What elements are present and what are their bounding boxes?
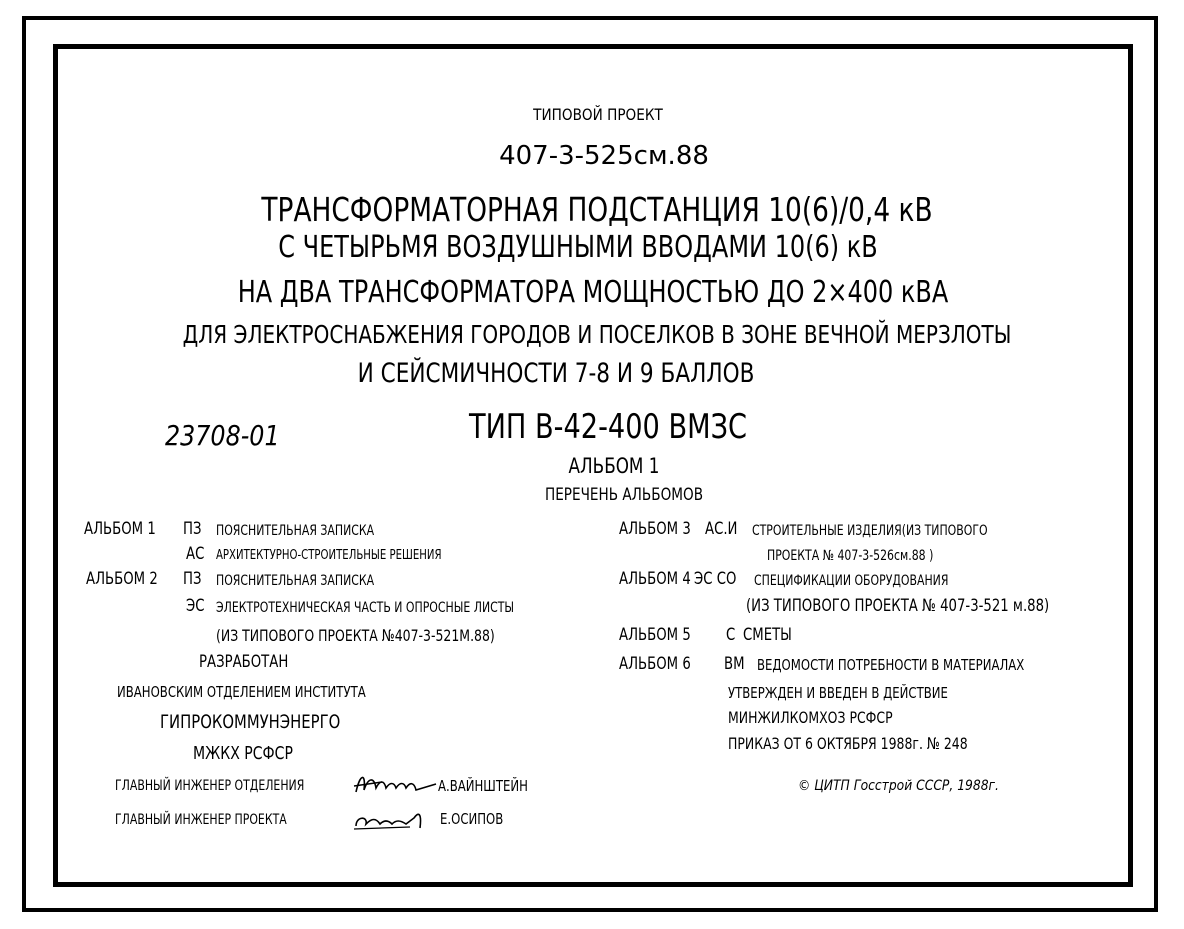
list-item-album: АЛЬБОМ 2 xyxy=(86,569,158,589)
signature-role-1: ГЛАВНЫЙ ИНЖЕНЕР ОТДЕЛЕНИЯ xyxy=(115,778,305,794)
albums-list-title: ПЕРЕЧЕНЬ АЛЬБОМОВ xyxy=(544,485,704,505)
type-line: ТИП В-42-400 ВМЗС xyxy=(468,407,748,447)
title-line-4: ДЛЯ ЭЛЕКТРОСНАБЖЕНИЯ ГОРОДОВ И ПОСЕЛКОВ В ЗОНЕ ВЕЧНОЙ МЕРЗЛОТЫ xyxy=(182,320,1012,349)
developer-line-1: ИВАНОВСКИМ ОТДЕЛЕНИЕМ ИНСТИТУТА xyxy=(117,683,366,701)
list-item-desc: СТРОИТЕЛЬНЫЕ ИЗДЕЛИЯ(ИЗ ТИПОВОГО xyxy=(752,523,988,539)
list-item-code: ЭС xyxy=(186,596,205,616)
list-item-desc: ВЕДОМОСТИ ПОТРЕБНОСТИ В МАТЕРИАЛАХ xyxy=(757,656,1025,674)
list-item-desc: СПЕЦИФИКАЦИИ ОБОРУДОВАНИЯ xyxy=(754,573,949,589)
list-item-album: АЛЬБОМ 4 xyxy=(619,569,691,589)
list-item-desc: АРХИТЕКТУРНО-СТРОИТЕЛЬНЫЕ РЕШЕНИЯ xyxy=(216,548,442,563)
list-item-code: ЭС СО xyxy=(694,569,737,589)
list-item-desc: ЭЛЕКТРОТЕХНИЧЕСКАЯ ЧАСТЬ И ОПРОСНЫЕ ЛИСТЫ xyxy=(216,600,515,616)
title-line-2: С ЧЕТЫРЬМЯ ВОЗДУШНЫМИ ВВОДАМИ 10(6) кВ xyxy=(278,230,878,265)
developer-label: РАЗРАБОТАН xyxy=(199,652,289,672)
list-item-album: АЛЬБОМ 3 xyxy=(619,519,691,539)
signature-2-image xyxy=(352,808,442,834)
title-line-3: НА ДВА ТРАНСФОРМАТОРА МОЩНОСТЬЮ ДО 2×400 кВА xyxy=(237,275,949,310)
list-item-desc: СМЕТЫ xyxy=(743,625,792,645)
signature-1-image xyxy=(352,768,437,800)
list-item-album: АЛЬБОМ 6 xyxy=(619,654,691,674)
project-number: 407-3-525см.88 xyxy=(499,141,709,171)
list-item-code: ПЗ xyxy=(183,519,202,539)
project-type: ТИПОВОЙ ПРОЕКТ xyxy=(533,105,663,124)
approval-line-1: УТВЕРЖДЕН И ВВЕДЕН В ДЕЙСТВИЕ xyxy=(728,684,948,702)
handwritten-code: 23708-01 xyxy=(165,419,280,452)
developer-line-2: ГИПРОКОММУНЭНЕРГО xyxy=(160,711,341,733)
approval-line-2: МИНЖИЛКОМХОЗ РСФСР xyxy=(728,708,893,727)
list-item-desc: ПРОЕКТА № 407-3-526см.88 ) xyxy=(767,548,934,564)
copyright-stamp: © ЦИТП Госстрой СССР, 1988г. xyxy=(798,778,999,794)
developer-line-3: МЖКХ РСФСР xyxy=(193,743,293,764)
list-item-code: ПЗ xyxy=(183,569,202,589)
list-item-code: С xyxy=(726,625,736,645)
list-item-album: АЛЬБОМ 5 xyxy=(619,625,691,645)
list-item-album: АЛЬБОМ 1 xyxy=(84,519,156,539)
title-line-5: И СЕЙСМИЧНОСТИ 7-8 И 9 БАЛЛОВ xyxy=(357,358,755,389)
list-item-code: АС xyxy=(186,544,205,564)
list-item-desc: ПОЯСНИТЕЛЬНАЯ ЗАПИСКА xyxy=(216,523,375,539)
signature-name-1: А.ВАЙНШТЕЙН xyxy=(438,777,528,795)
list-item-desc: (ИЗ ТИПОВОГО ПРОЕКТА №407-3-521М.88) xyxy=(216,626,495,645)
list-item-desc: (ИЗ ТИПОВОГО ПРОЕКТА № 407-3-521 м.88) xyxy=(746,596,1050,616)
list-item-code: АС.И xyxy=(705,519,738,539)
list-item-desc: ПОЯСНИТЕЛЬНАЯ ЗАПИСКА xyxy=(216,573,375,589)
album-label: АЛЬБОМ 1 xyxy=(568,454,660,478)
signature-name-2: Е.ОСИПОВ xyxy=(440,810,504,828)
signature-role-2: ГЛАВНЫЙ ИНЖЕНЕР ПРОЕКТА xyxy=(115,812,287,828)
title-line-1: ТРАНСФОРМАТОРНАЯ ПОДСТАНЦИЯ 10(6)/0,4 кВ xyxy=(261,190,933,229)
approval-line-3: ПРИКАЗ ОТ 6 ОКТЯБРЯ 1988г. № 248 xyxy=(728,734,968,753)
list-item-code: ВМ xyxy=(724,654,745,674)
